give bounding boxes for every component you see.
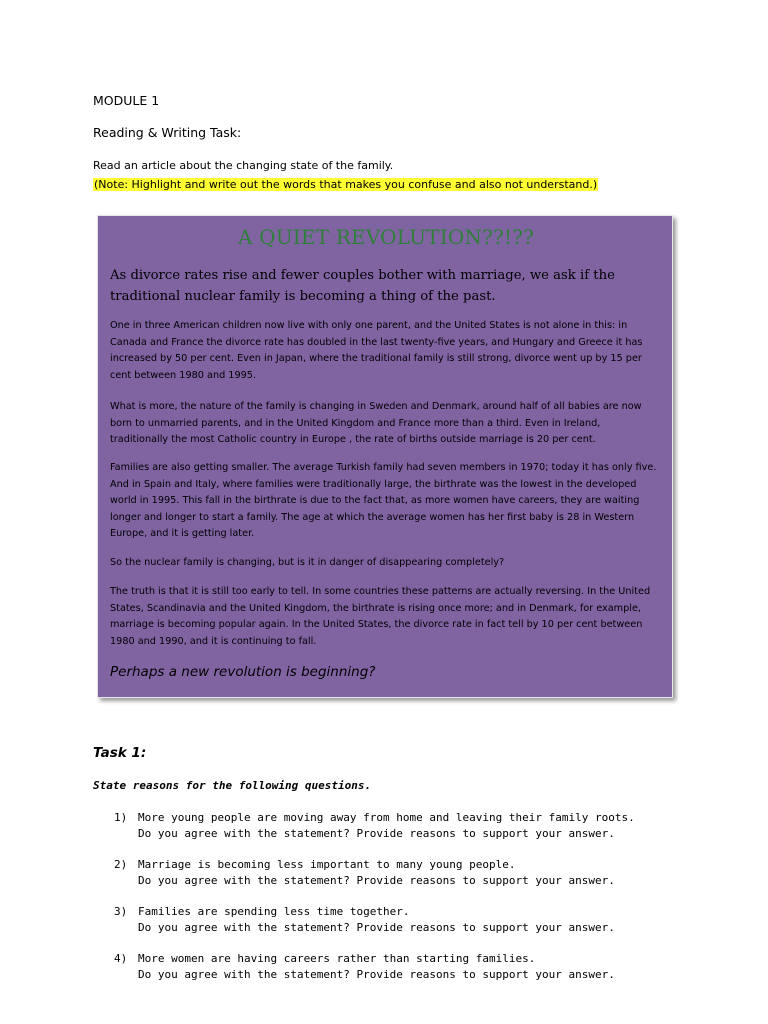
intro-text: Read an article about the changing state of the family. bbox=[93, 159, 394, 172]
article-headline: A QUIET REVOLUTION??!?? bbox=[237, 225, 535, 249]
question-text: More women are having careers rather than starting families. bbox=[138, 952, 536, 965]
question-number: 4) bbox=[114, 952, 128, 965]
highlighted-note: (Note: Highlight and write out the words that makes you confuse and also not understand.) bbox=[94, 178, 598, 191]
question-text: More young people are moving away from home and leaving their family roots. bbox=[138, 811, 635, 824]
article-paragraph: Families are also getting smaller. The average Turkish family had seven members in 1970; today it has only five. And in Spain and Italy, where families were traditionally large, the birthrate was the lowest in the developed world in 1995. This fall in the birthrate is due to the fact that, as more women have careers, they are waiting longer and longer to start a family. The age at which the average women has her first baby is 28 in Western Europe, and it is getting later. bbox=[110, 462, 657, 539]
question-number: 2) bbox=[114, 858, 128, 871]
question-item bbox=[114, 951, 615, 983]
task-instruction: State reasons for the following questions. bbox=[93, 779, 372, 792]
article-paragraph: So the nuclear family is changing, but is it in danger of disappearing completely? bbox=[110, 557, 505, 568]
question-number: 3) bbox=[114, 905, 128, 918]
section-title: Reading & Writing Task: bbox=[93, 125, 242, 140]
question-text: Families are spending less time together. bbox=[138, 905, 410, 918]
question-item bbox=[114, 857, 615, 889]
module-title: MODULE 1 bbox=[93, 93, 160, 108]
article-closing: Perhaps a new revolution is beginning? bbox=[110, 664, 376, 680]
question-subtext: Do you agree with the statement? Provide reasons to support your answer. bbox=[138, 968, 615, 981]
question-subtext: Do you agree with the statement? Provide reasons to support your answer. bbox=[138, 874, 615, 887]
question-text: Marriage is becoming less important to many young people. bbox=[138, 858, 516, 871]
task-heading: Task 1: bbox=[93, 745, 147, 761]
article-lead: As divorce rates rise and fewer couples bother with marriage, we ask if the traditional nuclear family is becoming a thing of the past. bbox=[110, 268, 615, 304]
question-item bbox=[114, 810, 635, 842]
question-item bbox=[114, 904, 615, 936]
question-number: 1) bbox=[114, 811, 128, 824]
article-box bbox=[97, 215, 673, 698]
article-paragraph: The truth is that it is still too early to tell. In some countries these patterns are actually reversing. In the United States, Scandinavia and the United Kingdom, the birthrate is rising once more; and in Denmark, for example, marriage is becoming popular again. In the United States, the divorce rate in fact tell by 10 per cent between 1980 and 1990, and it is continuing to fall. bbox=[110, 586, 651, 647]
article-paragraph: One in three American children now live with only one parent, and the United States is not alone in this: in Canada and France the divorce rate has doubled in the last twenty-five years, and Hungary and Greece it has increased by 50 per cent. Even in Japan, where the traditional family is still strong, divorce went up by 15 per cent between 1980 and 1995. bbox=[110, 320, 643, 381]
question-subtext: Do you agree with the statement? Provide reasons to support your answer. bbox=[138, 827, 615, 840]
question-subtext: Do you agree with the statement? Provide reasons to support your answer. bbox=[138, 921, 615, 934]
article-paragraph: What is more, the nature of the family is changing in Sweden and Denmark, around half of all babies are now born to unmarried parents, and in the United Kingdom and France more than a third. Even in Ireland, traditionally the most Catholic country in Europe , the rate of births outside marriage is 20 per cent. bbox=[110, 401, 642, 445]
